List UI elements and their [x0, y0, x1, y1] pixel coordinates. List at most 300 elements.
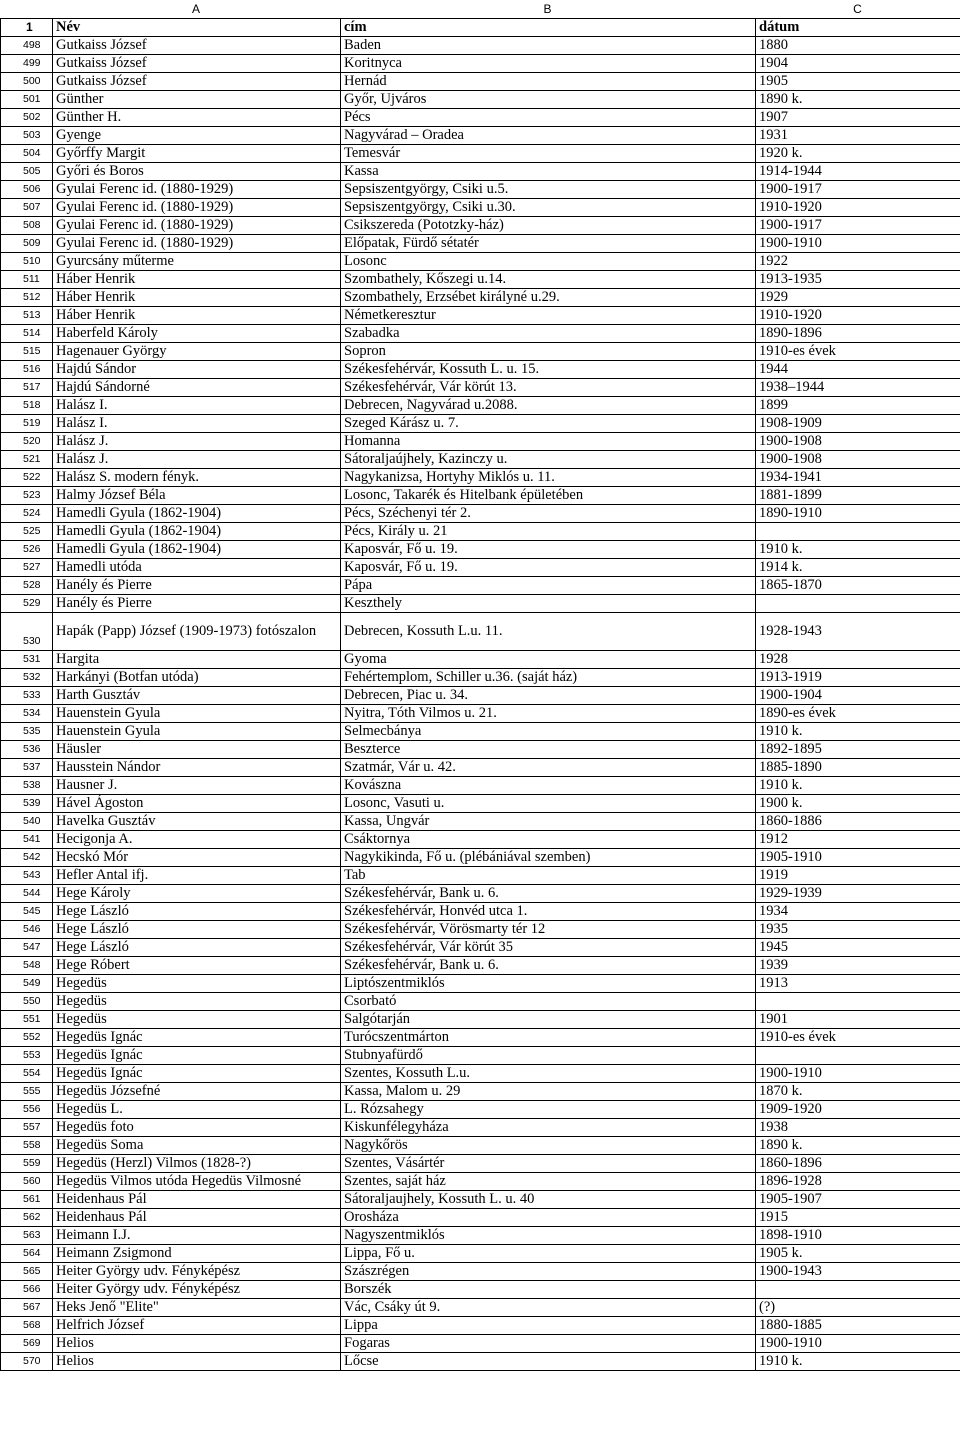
address-cell[interactable]: Lippa, Fő u. — [341, 1245, 756, 1263]
date-cell[interactable]: 1914 k. — [756, 559, 960, 577]
row-number[interactable]: 498 — [1, 37, 53, 55]
name-cell[interactable]: Hamedli Gyula (1862-1904) — [53, 523, 341, 541]
name-cell[interactable]: Helios — [53, 1353, 341, 1371]
column-header-b[interactable]: B — [543, 2, 552, 16]
date-cell[interactable] — [756, 523, 960, 541]
row-number[interactable]: 538 — [1, 777, 53, 795]
name-cell[interactable]: Hauenstein Gyula — [53, 723, 341, 741]
address-cell[interactable]: Németkeresztur — [341, 307, 756, 325]
date-cell[interactable]: 1910-1920 — [756, 307, 960, 325]
name-cell[interactable]: Hargita — [53, 651, 341, 669]
date-cell[interactable]: 1908-1909 — [756, 415, 960, 433]
address-cell[interactable]: Hernád — [341, 73, 756, 91]
address-cell[interactable]: Székesfehérvár, Honvéd utca 1. — [341, 903, 756, 921]
row-number[interactable]: 537 — [1, 759, 53, 777]
name-cell[interactable]: Háber Henrik — [53, 307, 341, 325]
address-cell[interactable]: Kaposvár, Fő u. 19. — [341, 559, 756, 577]
address-cell[interactable]: Sepsiszentgyörgy, Csiki u.30. — [341, 199, 756, 217]
date-cell[interactable]: 1910 k. — [756, 777, 960, 795]
name-cell[interactable]: Gyulai Ferenc id. (1880-1929) — [53, 235, 341, 253]
row-number[interactable]: 554 — [1, 1065, 53, 1083]
name-cell[interactable]: Gyulai Ferenc id. (1880-1929) — [53, 199, 341, 217]
name-cell[interactable]: Halász S. modern fényk. — [53, 469, 341, 487]
row-number[interactable]: 536 — [1, 741, 53, 759]
address-cell[interactable]: Szentes, Vásártér — [341, 1155, 756, 1173]
date-cell[interactable]: 1900-1943 — [756, 1263, 960, 1281]
row-number[interactable]: 542 — [1, 849, 53, 867]
name-cell[interactable]: Havelka Gusztáv — [53, 813, 341, 831]
address-cell[interactable]: Nagyvárad – Oradea — [341, 127, 756, 145]
date-cell[interactable]: 1860-1886 — [756, 813, 960, 831]
date-cell[interactable]: 1900-1904 — [756, 687, 960, 705]
name-cell[interactable]: Hamedli Gyula (1862-1904) — [53, 541, 341, 559]
date-cell[interactable]: 1910-1920 — [756, 199, 960, 217]
name-cell[interactable]: Günther — [53, 91, 341, 109]
address-cell[interactable]: Sátoraljaujhely, Kossuth L. u. 40 — [341, 1191, 756, 1209]
date-cell[interactable]: 1905-1907 — [756, 1191, 960, 1209]
date-cell[interactable]: 1900-1908 — [756, 433, 960, 451]
address-cell[interactable]: Székesfehérvár, Vár körút 35 — [341, 939, 756, 957]
row-number[interactable]: 551 — [1, 1011, 53, 1029]
address-cell[interactable]: Orosháza — [341, 1209, 756, 1227]
name-cell[interactable]: Heimann Zsigmond — [53, 1245, 341, 1263]
name-cell[interactable]: Hegedüs L. — [53, 1101, 341, 1119]
row-number[interactable]: 530 — [1, 613, 53, 651]
date-cell[interactable]: 1910 k. — [756, 541, 960, 559]
date-cell[interactable]: 1890-1910 — [756, 505, 960, 523]
date-cell[interactable]: 1935 — [756, 921, 960, 939]
date-cell[interactable]: 1915 — [756, 1209, 960, 1227]
date-cell[interactable]: 1880-1885 — [756, 1317, 960, 1335]
date-cell[interactable]: 1881-1899 — [756, 487, 960, 505]
address-cell[interactable]: Liptószentmiklós — [341, 975, 756, 993]
name-cell[interactable]: Hege László — [53, 939, 341, 957]
address-cell[interactable]: Szombathely, Kőszegi u.14. — [341, 271, 756, 289]
date-cell[interactable]: 1913-1935 — [756, 271, 960, 289]
address-cell[interactable]: Szentes, Kossuth L.u. — [341, 1065, 756, 1083]
row-number[interactable]: 534 — [1, 705, 53, 723]
address-cell[interactable]: Pécs, Király u. 21 — [341, 523, 756, 541]
date-cell[interactable]: 1899 — [756, 397, 960, 415]
address-cell[interactable]: Nagykanizsa, Hortyhy Miklós u. 11. — [341, 469, 756, 487]
row-number[interactable]: 504 — [1, 145, 53, 163]
address-cell[interactable]: Kassa, Ungvár — [341, 813, 756, 831]
row-number[interactable]: 546 — [1, 921, 53, 939]
address-cell[interactable]: Fogaras — [341, 1335, 756, 1353]
date-cell[interactable]: 1913 — [756, 975, 960, 993]
date-cell[interactable]: 1896-1928 — [756, 1173, 960, 1191]
row-number[interactable]: 560 — [1, 1173, 53, 1191]
row-number[interactable]: 541 — [1, 831, 53, 849]
address-cell[interactable]: Székesfehérvár, Kossuth L. u. 15. — [341, 361, 756, 379]
row-number[interactable]: 514 — [1, 325, 53, 343]
name-cell[interactable]: Gutkaiss József — [53, 55, 341, 73]
date-cell[interactable] — [756, 595, 960, 613]
date-cell[interactable]: (?) — [756, 1299, 960, 1317]
date-cell[interactable]: 1928-1943 — [756, 613, 960, 651]
address-cell[interactable]: Debrecen, Kossuth L.u. 11. — [341, 613, 756, 651]
address-cell[interactable]: Selmecbánya — [341, 723, 756, 741]
name-cell[interactable]: Heidenhaus Pál — [53, 1191, 341, 1209]
row-number[interactable]: 558 — [1, 1137, 53, 1155]
name-cell[interactable]: Heimann I.J. — [53, 1227, 341, 1245]
address-cell[interactable]: Szatmár, Vár u. 42. — [341, 759, 756, 777]
address-cell[interactable]: Csikszereda (Pototzky-ház) — [341, 217, 756, 235]
date-cell[interactable]: 1945 — [756, 939, 960, 957]
row-number[interactable]: 540 — [1, 813, 53, 831]
address-cell[interactable]: Kassa — [341, 163, 756, 181]
name-cell[interactable]: Gyenge — [53, 127, 341, 145]
name-cell[interactable]: Hapák (Papp) József (1909-1973) fotószalon — [53, 613, 341, 651]
name-cell[interactable]: Háber Henrik — [53, 271, 341, 289]
header-date[interactable]: dátum — [756, 19, 960, 37]
name-cell[interactable]: Heiter György udv. Fényképész — [53, 1263, 341, 1281]
date-cell[interactable]: 1920 k. — [756, 145, 960, 163]
date-cell[interactable]: 1890 k. — [756, 1137, 960, 1155]
date-cell[interactable]: 1944 — [756, 361, 960, 379]
address-cell[interactable]: Nyitra, Tóth Vilmos u. 21. — [341, 705, 756, 723]
address-cell[interactable]: Székesfehérvár, Bank u. 6. — [341, 885, 756, 903]
row-number[interactable]: 521 — [1, 451, 53, 469]
address-cell[interactable]: Tab — [341, 867, 756, 885]
name-cell[interactable]: Hegedüs Józsefné — [53, 1083, 341, 1101]
date-cell[interactable] — [756, 1047, 960, 1065]
name-cell[interactable]: Halász J. — [53, 433, 341, 451]
row-number[interactable]: 526 — [1, 541, 53, 559]
row-number[interactable]: 523 — [1, 487, 53, 505]
row-number[interactable]: 518 — [1, 397, 53, 415]
address-cell[interactable]: Kovászna — [341, 777, 756, 795]
row-number[interactable]: 559 — [1, 1155, 53, 1173]
date-cell[interactable]: 1905-1910 — [756, 849, 960, 867]
name-cell[interactable]: Hegedüs foto — [53, 1119, 341, 1137]
address-cell[interactable]: Nagykőrös — [341, 1137, 756, 1155]
name-cell[interactable]: Halász J. — [53, 451, 341, 469]
name-cell[interactable]: Gyulai Ferenc id. (1880-1929) — [53, 217, 341, 235]
row-number[interactable]: 533 — [1, 687, 53, 705]
name-cell[interactable]: Hegedüs Ignác — [53, 1065, 341, 1083]
name-cell[interactable]: Háber Henrik — [53, 289, 341, 307]
name-cell[interactable]: Hegedüs Vilmos utóda Hegedüs Vilmosné — [53, 1173, 341, 1191]
date-cell[interactable]: 1898-1910 — [756, 1227, 960, 1245]
row-number[interactable]: 527 — [1, 559, 53, 577]
address-cell[interactable]: L. Rózsahegy — [341, 1101, 756, 1119]
table-row — [1, 975, 960, 993]
date-cell[interactable]: 1910 k. — [756, 723, 960, 741]
address-cell[interactable]: Szabadka — [341, 325, 756, 343]
row-number[interactable]: 570 — [1, 1353, 53, 1371]
name-cell[interactable]: Häusler — [53, 741, 341, 759]
name-cell[interactable]: Gutkaiss József — [53, 37, 341, 55]
header-address[interactable]: cím — [341, 19, 756, 37]
row-number[interactable]: 562 — [1, 1209, 53, 1227]
name-cell[interactable]: Hajdú Sándor — [53, 361, 341, 379]
name-cell[interactable]: Hecigonja A. — [53, 831, 341, 849]
date-cell[interactable]: 1934-1941 — [756, 469, 960, 487]
row-number[interactable]: 508 — [1, 217, 53, 235]
name-cell[interactable]: Hausstein Nándor — [53, 759, 341, 777]
address-cell[interactable]: Gyoma — [341, 651, 756, 669]
address-cell[interactable]: Temesvár — [341, 145, 756, 163]
date-cell[interactable]: 1900-1908 — [756, 451, 960, 469]
row-number[interactable]: 517 — [1, 379, 53, 397]
address-cell[interactable]: Kassa, Malom u. 29 — [341, 1083, 756, 1101]
address-cell[interactable]: Nagykikinda, Fő u. (plébániával szemben) — [341, 849, 756, 867]
name-cell[interactable]: Hege László — [53, 921, 341, 939]
address-cell[interactable]: Székesfehérvár, Bank u. 6. — [341, 957, 756, 975]
name-cell[interactable]: Halász I. — [53, 397, 341, 415]
date-cell[interactable]: 1860-1896 — [756, 1155, 960, 1173]
row-number[interactable]: 528 — [1, 577, 53, 595]
row-number[interactable]: 499 — [1, 55, 53, 73]
name-cell[interactable]: Harth Gusztáv — [53, 687, 341, 705]
row-number[interactable]: 511 — [1, 271, 53, 289]
row-number[interactable]: 500 — [1, 73, 53, 91]
date-cell[interactable]: 1919 — [756, 867, 960, 885]
address-cell[interactable]: Baden — [341, 37, 756, 55]
name-cell[interactable]: Hegedüs — [53, 975, 341, 993]
row-number[interactable]: 566 — [1, 1281, 53, 1299]
date-cell[interactable]: 1900 k. — [756, 795, 960, 813]
name-cell[interactable]: Győrffy Margit — [53, 145, 341, 163]
date-cell[interactable]: 1905 — [756, 73, 960, 91]
address-cell[interactable]: Stubnyafürdő — [341, 1047, 756, 1065]
date-cell[interactable]: 1938 — [756, 1119, 960, 1137]
date-cell[interactable]: 1890-1896 — [756, 325, 960, 343]
row-number[interactable]: 564 — [1, 1245, 53, 1263]
row-number[interactable]: 567 — [1, 1299, 53, 1317]
row-number[interactable]: 512 — [1, 289, 53, 307]
row-number[interactable]: 520 — [1, 433, 53, 451]
address-cell[interactable]: Sopron — [341, 343, 756, 361]
row-number[interactable]: 565 — [1, 1263, 53, 1281]
address-cell[interactable]: Borszék — [341, 1281, 756, 1299]
row-number[interactable]: 502 — [1, 109, 53, 127]
row-number[interactable]: 535 — [1, 723, 53, 741]
name-cell[interactable]: Hegedüs Ignác — [53, 1047, 341, 1065]
address-cell[interactable]: Lippa — [341, 1317, 756, 1335]
name-cell[interactable]: Günther H. — [53, 109, 341, 127]
date-cell[interactable]: 1900-1910 — [756, 235, 960, 253]
date-cell[interactable]: 1934 — [756, 903, 960, 921]
date-cell[interactable]: 1900-1910 — [756, 1335, 960, 1353]
name-cell[interactable]: Hege László — [53, 903, 341, 921]
name-cell[interactable]: Hanély és Pierre — [53, 595, 341, 613]
column-header-a[interactable]: A — [191, 2, 200, 16]
date-cell[interactable]: 1900-1917 — [756, 217, 960, 235]
address-cell[interactable]: Székesfehérvár, Vár körút 13. — [341, 379, 756, 397]
address-cell[interactable]: Sepsiszentgyörgy, Csiki u.5. — [341, 181, 756, 199]
name-cell[interactable]: Hausner J. — [53, 777, 341, 795]
address-cell[interactable]: Pécs, Széchenyi tér 2. — [341, 505, 756, 523]
address-cell[interactable]: Kiskunfélegyháza — [341, 1119, 756, 1137]
row-number[interactable]: 1 — [1, 19, 53, 37]
name-cell[interactable]: Hecskó Mór — [53, 849, 341, 867]
name-cell[interactable]: Hege Róbert — [53, 957, 341, 975]
name-cell[interactable]: Halmy József Béla — [53, 487, 341, 505]
name-cell[interactable]: Helios — [53, 1335, 341, 1353]
row-number[interactable]: 519 — [1, 415, 53, 433]
address-cell[interactable]: Szeged Kárász u. 7. — [341, 415, 756, 433]
address-cell[interactable]: Győr, Ujváros — [341, 91, 756, 109]
date-cell[interactable]: 1880 — [756, 37, 960, 55]
address-cell[interactable]: Kaposvár, Fő u. 19. — [341, 541, 756, 559]
address-cell[interactable]: Nagyszentmiklós — [341, 1227, 756, 1245]
address-cell[interactable]: Keszthely — [341, 595, 756, 613]
date-cell[interactable]: 1938–1944 — [756, 379, 960, 397]
name-cell[interactable]: Helfrich József — [53, 1317, 341, 1335]
date-cell[interactable]: 1914-1944 — [756, 163, 960, 181]
address-cell[interactable]: Koritnyca — [341, 55, 756, 73]
address-cell[interactable]: Losonc, Takarék és Hitelbank épületében — [341, 487, 756, 505]
date-cell[interactable]: 1929-1939 — [756, 885, 960, 903]
row-number[interactable]: 556 — [1, 1101, 53, 1119]
date-cell[interactable]: 1900-1910 — [756, 1065, 960, 1083]
row-number[interactable]: 543 — [1, 867, 53, 885]
row-number[interactable]: 544 — [1, 885, 53, 903]
address-cell[interactable]: Székesfehérvár, Vörösmarty tér 12 — [341, 921, 756, 939]
row-number[interactable]: 516 — [1, 361, 53, 379]
name-cell[interactable]: Hege Károly — [53, 885, 341, 903]
date-cell[interactable]: 1890-es évek — [756, 705, 960, 723]
address-cell[interactable]: Debrecen, Nagyvárad u.2088. — [341, 397, 756, 415]
date-cell[interactable]: 1931 — [756, 127, 960, 145]
address-cell[interactable]: Csáktornya — [341, 831, 756, 849]
row-number[interactable]: 563 — [1, 1227, 53, 1245]
address-cell[interactable]: Előpatak, Fürdő sétatér — [341, 235, 756, 253]
address-cell[interactable]: Pécs — [341, 109, 756, 127]
row-number[interactable]: 532 — [1, 669, 53, 687]
name-cell[interactable]: Hanély és Pierre — [53, 577, 341, 595]
date-cell[interactable]: 1865-1870 — [756, 577, 960, 595]
row-number[interactable]: 553 — [1, 1047, 53, 1065]
row-number[interactable]: 513 — [1, 307, 53, 325]
address-cell[interactable]: Sátoraljaújhely, Kazinczy u. — [341, 451, 756, 469]
date-cell[interactable]: 1904 — [756, 55, 960, 73]
name-cell[interactable]: Heidenhaus Pál — [53, 1209, 341, 1227]
row-number[interactable]: 524 — [1, 505, 53, 523]
date-cell[interactable]: 1910-es évek — [756, 343, 960, 361]
name-cell[interactable]: Hável Ágoston — [53, 795, 341, 813]
row-number[interactable]: 510 — [1, 253, 53, 271]
date-cell[interactable]: 1912 — [756, 831, 960, 849]
row-number[interactable]: 506 — [1, 181, 53, 199]
name-cell[interactable]: Gyulai Ferenc id. (1880-1929) — [53, 181, 341, 199]
header-name[interactable]: Név — [53, 19, 341, 37]
row-number[interactable]: 509 — [1, 235, 53, 253]
row-number[interactable]: 505 — [1, 163, 53, 181]
name-cell[interactable]: Hegedüs Ignác — [53, 1029, 341, 1047]
address-cell[interactable]: Szentes, saját ház — [341, 1173, 756, 1191]
name-cell[interactable]: Heks Jenő "Elite" — [53, 1299, 341, 1317]
address-cell[interactable]: Vác, Csáky út 9. — [341, 1299, 756, 1317]
date-cell[interactable]: 1939 — [756, 957, 960, 975]
row-number[interactable]: 539 — [1, 795, 53, 813]
name-cell[interactable]: Hagenauer György — [53, 343, 341, 361]
date-cell[interactable]: 1870 k. — [756, 1083, 960, 1101]
name-cell[interactable]: Hauenstein Gyula — [53, 705, 341, 723]
name-cell[interactable]: Hegedüs (Herzl) Vilmos (1828-?) — [53, 1155, 341, 1173]
row-number[interactable]: 568 — [1, 1317, 53, 1335]
date-cell[interactable]: 1922 — [756, 253, 960, 271]
row-number[interactable]: 552 — [1, 1029, 53, 1047]
row-number[interactable]: 557 — [1, 1119, 53, 1137]
date-cell[interactable]: 1929 — [756, 289, 960, 307]
address-cell[interactable]: Pápa — [341, 577, 756, 595]
name-cell[interactable]: Halász I. — [53, 415, 341, 433]
row-number[interactable]: 550 — [1, 993, 53, 1011]
address-cell[interactable]: Turócszentmárton — [341, 1029, 756, 1047]
date-cell[interactable]: 1892-1895 — [756, 741, 960, 759]
name-cell[interactable]: Hamedli utóda — [53, 559, 341, 577]
address-cell[interactable]: Homanna — [341, 433, 756, 451]
name-cell[interactable]: Heiter György udv. Fényképész — [53, 1281, 341, 1299]
name-cell[interactable]: Hajdú Sándorné — [53, 379, 341, 397]
date-cell[interactable]: 1910-es évek — [756, 1029, 960, 1047]
date-cell[interactable]: 1905 k. — [756, 1245, 960, 1263]
address-cell[interactable]: Losonc — [341, 253, 756, 271]
row-number[interactable]: 545 — [1, 903, 53, 921]
row-number[interactable]: 561 — [1, 1191, 53, 1209]
address-cell[interactable]: Beszterce — [341, 741, 756, 759]
date-cell[interactable]: 1913-1919 — [756, 669, 960, 687]
name-cell[interactable]: Gyurcsány műterme — [53, 253, 341, 271]
date-cell[interactable]: 1890 k. — [756, 91, 960, 109]
row-number[interactable]: 529 — [1, 595, 53, 613]
date-cell[interactable]: 1907 — [756, 109, 960, 127]
row-number[interactable]: 549 — [1, 975, 53, 993]
name-cell[interactable]: Hamedli Gyula (1862-1904) — [53, 505, 341, 523]
row-number[interactable]: 547 — [1, 939, 53, 957]
address-cell[interactable]: Losonc, Vasuti u. — [341, 795, 756, 813]
row-number[interactable]: 569 — [1, 1335, 53, 1353]
address-cell[interactable]: Szászrégen — [341, 1263, 756, 1281]
name-cell[interactable]: Hegedüs Soma — [53, 1137, 341, 1155]
date-cell[interactable]: 1909-1920 — [756, 1101, 960, 1119]
row-number[interactable]: 501 — [1, 91, 53, 109]
row-number[interactable]: 515 — [1, 343, 53, 361]
address-cell[interactable]: Szombathely, Erzsébet királyné u.29. — [341, 289, 756, 307]
row-number[interactable]: 531 — [1, 651, 53, 669]
row-number[interactable]: 507 — [1, 199, 53, 217]
date-cell[interactable] — [756, 1281, 960, 1299]
row-number[interactable]: 548 — [1, 957, 53, 975]
address-cell[interactable]: Lőcse — [341, 1353, 756, 1371]
name-cell[interactable]: Hefler Antal ifj. — [53, 867, 341, 885]
name-cell[interactable]: Hegedüs — [53, 993, 341, 1011]
date-cell[interactable]: 1928 — [756, 651, 960, 669]
date-cell[interactable] — [756, 993, 960, 1011]
name-cell[interactable]: Haberfeld Károly — [53, 325, 341, 343]
date-cell[interactable]: 1910 k. — [756, 1353, 960, 1371]
name-cell[interactable]: Harkányi (Botfan utóda) — [53, 669, 341, 687]
address-cell[interactable]: Csorbató — [341, 993, 756, 1011]
name-cell[interactable]: Győri és Boros — [53, 163, 341, 181]
address-cell[interactable]: Salgótarján — [341, 1011, 756, 1029]
date-cell[interactable]: 1885-1890 — [756, 759, 960, 777]
address-cell[interactable]: Debrecen, Piac u. 34. — [341, 687, 756, 705]
name-cell[interactable]: Hegedüs — [53, 1011, 341, 1029]
name-cell[interactable]: Gutkaiss József — [53, 73, 341, 91]
date-cell[interactable]: 1900-1917 — [756, 181, 960, 199]
date-cell[interactable]: 1901 — [756, 1011, 960, 1029]
row-number[interactable]: 503 — [1, 127, 53, 145]
row-number[interactable]: 555 — [1, 1083, 53, 1101]
row-number[interactable]: 522 — [1, 469, 53, 487]
row-number[interactable]: 525 — [1, 523, 53, 541]
address-cell[interactable]: Fehértemplom, Schiller u.36. (saját ház) — [341, 669, 756, 687]
column-header-c[interactable]: C — [853, 2, 862, 16]
